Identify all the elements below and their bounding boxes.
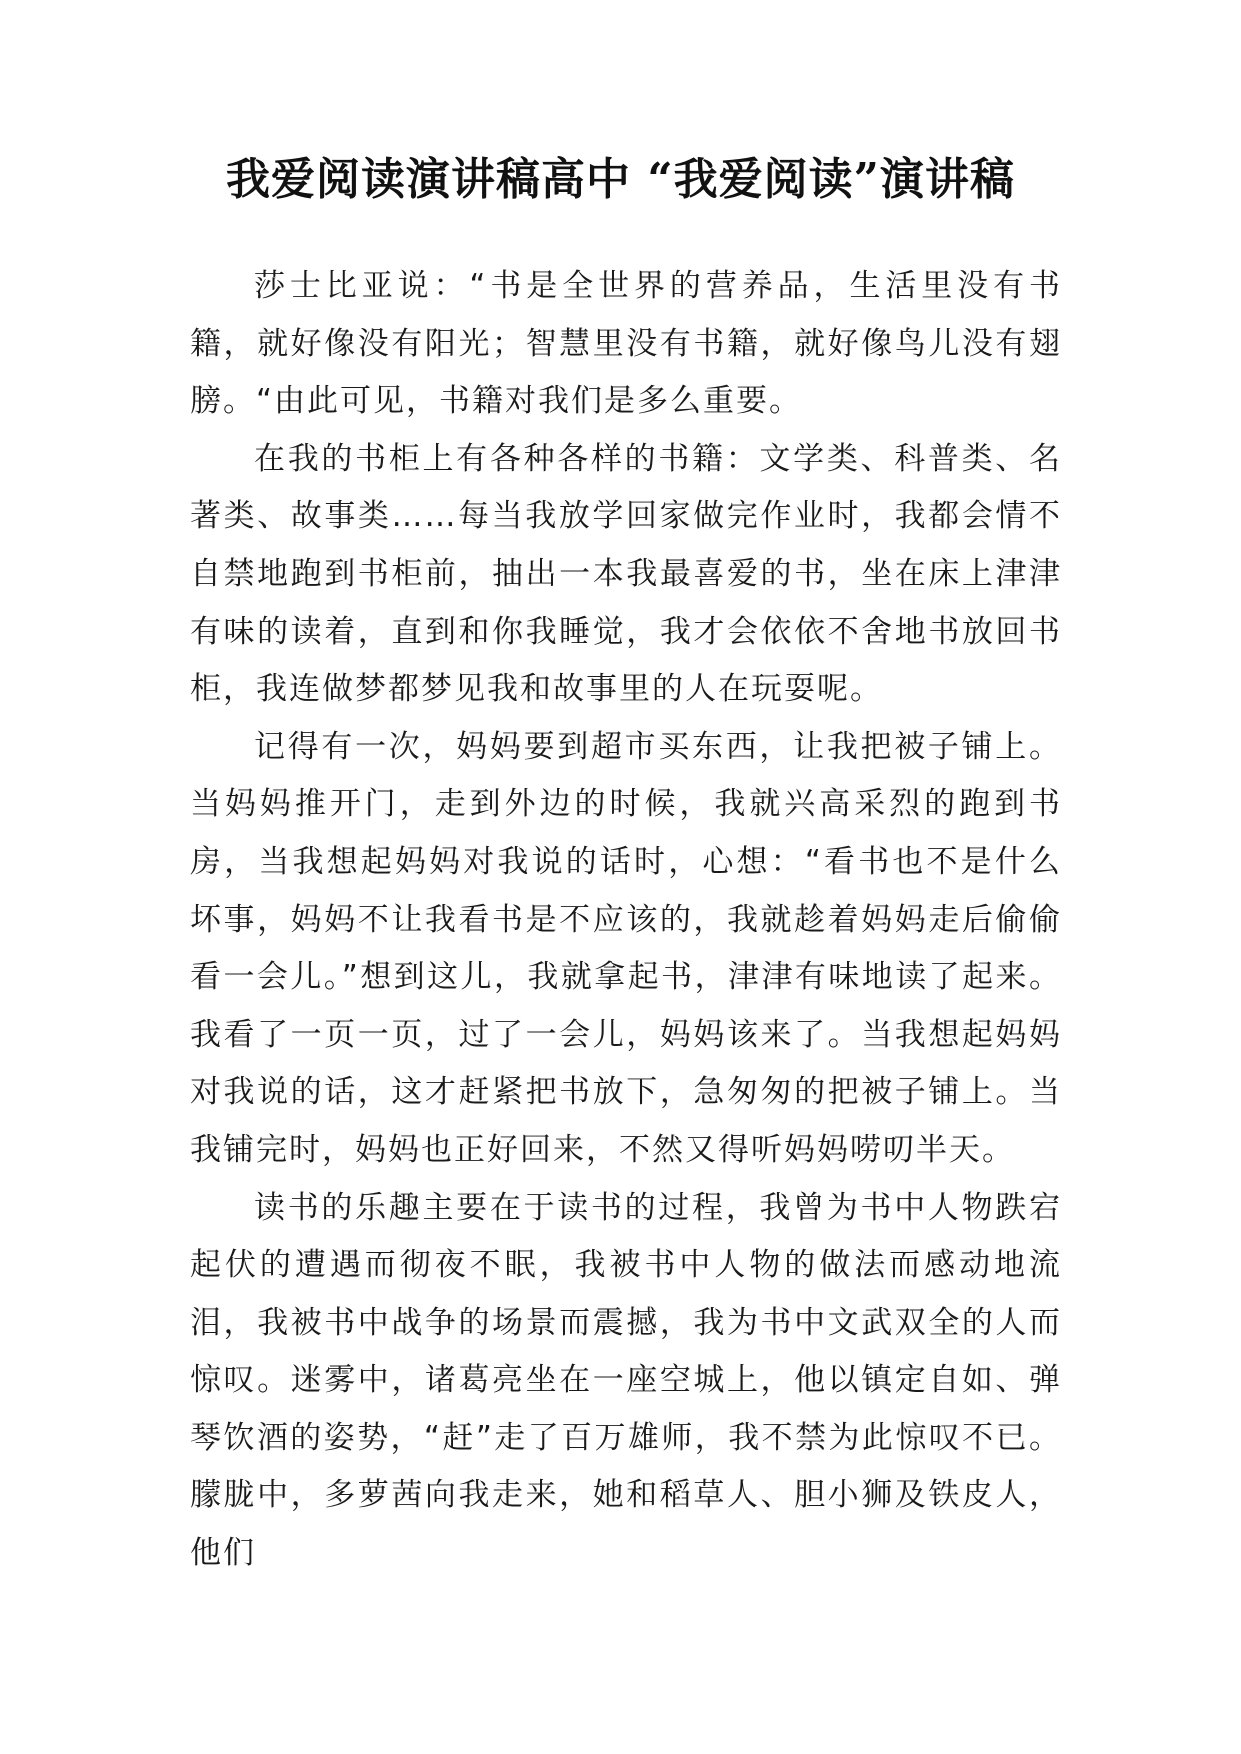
paragraph-4: 读书的乐趣主要在于读书的过程，我曾为书中人物跌宕起伏的遭遇而彻夜不眠，我被书中人物的做法而感动地流泪，我被书中战争的场景而震撼，我为书中文武双全的人而惊叹。迷雾中，诸葛亮坐在一座空城上，他以镇定自如、弹琴饮酒的姿势，“赶”走了百万雄师，我不禁为此惊叹不已。朦胧中，多萝茜向我走来，她和稻草人、胆小狮及铁皮人，他们 — [190, 1189, 1062, 1572]
document-title: 我爱阅读演讲稿高中 “我爱阅读”演讲稿 — [226, 154, 1015, 205]
paragraph-1: 莎士比亚说：“书是全世界的营养品，生活里没有书籍，就好像没有阳光；智慧里没有书籍，就好像鸟儿没有翅膀。“由此可见，书籍对我们是多么重要。 — [190, 268, 1062, 420]
paragraph-3: 记得有一次，妈妈要到超市买东西，让我把被子铺上。当妈妈推开门，走到外边的时候，我就兴高采烈的跑到书房，当我想起妈妈对我说的话时，心想：“看书也不是什么坏事，妈妈不让我看书是不应该的，我就趁着妈妈走后偷偷看一会儿。”想到这儿，我就拿起书，津津有味地读了起来。我看了一页一页，过了一会儿，妈妈该来了。当我想起妈妈对我说的话，这才赶紧把书放下，急匆匆的把被子铺上。当我铺完时，妈妈也正好回来，不然又得听妈妈唠叨半天。 — [190, 728, 1062, 1168]
paragraph-2: 在我的书柜上有各种各样的书籍：文学类、科普类、名著类、故事类……每当我放学回家做完作业时，我都会情不自禁地跑到书柜前，抽出一本我最喜爱的书，坐在床上津津有味的读着，直到和你我睡觉，我才会依依不舍地书放回书柜，我连做梦都梦见我和故事里的人在玩耍呢。 — [190, 440, 1062, 708]
document-body — [190, 258, 1062, 1583]
